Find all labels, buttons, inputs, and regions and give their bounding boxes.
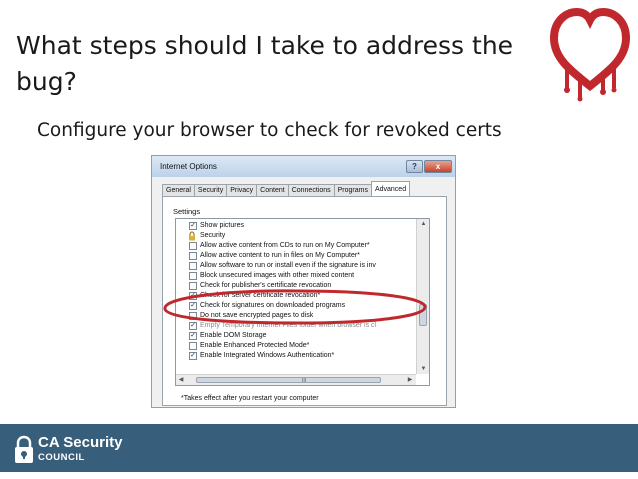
heartbleed-logo-icon — [548, 6, 632, 102]
checkbox[interactable] — [189, 342, 197, 350]
checkbox[interactable]: ✓ — [190, 222, 196, 229]
tab-security[interactable]: Security — [194, 184, 227, 197]
tab-programs[interactable]: Programs — [334, 184, 372, 197]
help-button[interactable]: ? — [406, 160, 423, 173]
settings-row[interactable] — [176, 341, 416, 351]
dialog-titlebar[interactable] — [152, 156, 455, 177]
settings-row-label: Block unsecured images with other mixed content — [200, 272, 355, 279]
org-subtitle: COUNCIL — [38, 452, 85, 463]
settings-row[interactable] — [176, 331, 416, 341]
settings-label: Settings — [173, 207, 201, 216]
settings-row-label: Do not save encrypted pages to disk — [200, 312, 314, 319]
settings-row-label: Empty Temporary Internet Files folder when browser is cl — [200, 322, 377, 329]
restart-footnote: *Takes effect after you restart your computer — [181, 395, 319, 402]
tab-content[interactable]: Content — [256, 184, 289, 197]
close-button[interactable]: x — [424, 160, 452, 173]
org-name: CA Security — [38, 434, 123, 451]
settings-row[interactable] — [176, 351, 416, 361]
checkbox[interactable]: ✓ — [190, 302, 196, 309]
horizontal-scrollbar[interactable] — [176, 374, 416, 385]
padlock-icon — [187, 231, 197, 241]
tab-general[interactable]: General — [162, 184, 195, 197]
scroll-up-arrow-icon[interactable]: ▲ — [420, 221, 427, 227]
ca-security-padlock-icon — [14, 435, 34, 465]
settings-row-label: Security — [200, 232, 226, 239]
settings-row-label: Check for server certificate revocation* — [200, 292, 321, 299]
checkbox[interactable]: ✓ — [190, 292, 196, 299]
dialog-title: Internet Options — [160, 162, 217, 171]
tab-connections[interactable]: Connections — [288, 184, 335, 197]
checkbox[interactable]: ✓ — [190, 322, 196, 329]
settings-row[interactable] — [176, 241, 416, 251]
settings-row[interactable] — [176, 221, 416, 231]
settings-row-label: Allow active content to run in files on My Computer* — [200, 252, 360, 259]
checkbox[interactable] — [189, 272, 197, 280]
settings-row-label: Check for signatures on downloaded programs — [200, 302, 346, 309]
tab-privacy[interactable]: Privacy — [226, 184, 257, 197]
settings-row[interactable] — [176, 261, 416, 271]
checkbox[interactable]: ✓ — [190, 332, 196, 339]
highlight-circle — [159, 287, 431, 327]
settings-row[interactable] — [176, 251, 416, 261]
settings-row-label: Enable Enhanced Protected Mode* — [200, 342, 310, 349]
settings-row-label: Enable DOM Storage — [200, 332, 267, 339]
dialog-tabs — [162, 181, 409, 197]
checkbox[interactable] — [189, 262, 197, 270]
scroll-down-arrow-icon[interactable]: ▼ — [420, 366, 427, 372]
settings-row-label: Allow software to run or install even if the signature is inv — [200, 262, 376, 269]
settings-row-label: Check for publisher's certificate revocation — [200, 282, 332, 289]
settings-row-label: Enable Integrated Windows Authentication* — [200, 352, 335, 359]
internet-options-dialog — [151, 155, 456, 408]
settings-row-label: Show pictures — [200, 222, 244, 229]
checkbox[interactable] — [189, 242, 197, 250]
tab-advanced[interactable]: Advanced — [371, 181, 410, 197]
settings-row-label: Allow active content from CDs to run on My Computer* — [200, 242, 370, 249]
checkbox[interactable] — [189, 252, 197, 260]
settings-category — [176, 231, 416, 241]
horizontal-scroll-thumb[interactable] — [196, 377, 381, 383]
slide-subtitle: Configure your browser to check for revoked certs — [37, 120, 502, 141]
scroll-grip: III — [302, 378, 307, 384]
slide-title: What steps should I take to address the bug? — [16, 31, 514, 96]
scroll-left-arrow-icon[interactable]: ◀ — [178, 377, 184, 383]
scroll-right-arrow-icon[interactable]: ▶ — [407, 377, 413, 383]
checkbox[interactable]: ✓ — [190, 352, 196, 359]
settings-row[interactable] — [176, 271, 416, 281]
